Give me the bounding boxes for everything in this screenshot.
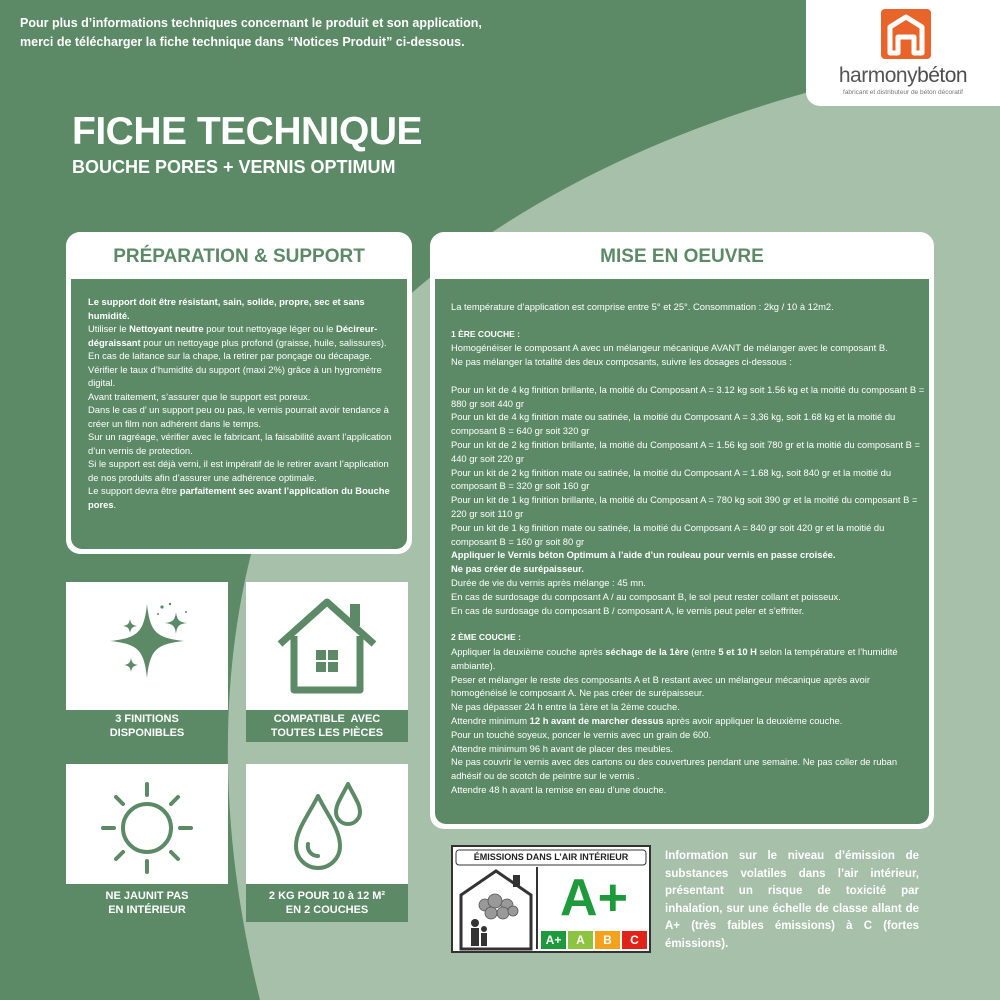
prep-p2-b: Nettoyant neutre (129, 323, 204, 334)
mise-text (451, 300, 927, 797)
preparation-text (88, 295, 393, 511)
coat1-line2: Ne pas mélanger la totalité des deux composants, suivre les dosages ci-dessous : (451, 356, 792, 368)
coat1-line4: En cas de surdosage du composant A / au composant B, le sol peut rester collant et poisseux. (451, 590, 841, 602)
prep-p8 (88, 484, 393, 511)
page-subtitle: BOUCHE PORES + VERNIS OPTIMUM (72, 157, 396, 177)
emission-badge (451, 845, 651, 953)
feature-no-yellowing-label-1: NE JAUNIT PAS (105, 889, 189, 902)
scale-label-b: B (603, 933, 612, 947)
coat2-line1-b: séchage de la 1ère (605, 645, 689, 657)
house-h-logo-icon (881, 9, 931, 59)
coat2-line7: Ne pas couvrir le vernis avec des cartons ou des couvertures pendant une semaine. Ne pas coller de ruban adhésif ou de scotch de peintre sur le vernis . (451, 756, 898, 782)
scale-label-aplus: A+ (545, 933, 562, 947)
coat2-title: 2 ÈME COUCHE : (451, 632, 521, 643)
brand-tagline: fabricant et distributeur de béton décoratif (843, 89, 963, 96)
emission-badge-title: ÉMISSIONS DANS L’AIR INTÉRIEUR (473, 852, 629, 862)
coat2-line6: Attendre minimum 96 h avant de placer des meubles. (451, 742, 673, 754)
prep-p8-b: parfaitement sec avant l’application du Bouche pores (88, 485, 390, 510)
coat2-line8: Attendre 48 h avant la remise en eau d’une douche. (451, 783, 667, 795)
feature-coverage-label-2: EN 2 COUCHES (285, 904, 369, 916)
brand-name (806, 64, 1000, 88)
dosage-4: Pour un kit de 2 kg finition mate ou satinée, la moitié du Composant A = 1.68 kg, soit 840 gr et la moitié du composant B = 320 gr soit 160 gr (451, 466, 892, 492)
coat1-line3: Durée de vie du vernis après mélange : 45 mn. (451, 576, 646, 588)
scale-label-a: A (576, 933, 585, 947)
prep-p8-a: Le support devra être (88, 485, 180, 496)
prep-p2-e: pour un nettoyage plus profond (graisse, huile, salissures). En cas de laitance sur la chape, la retirer par ponçage ou décapage. (88, 336, 387, 361)
intro-line-1: Pour plus d’informations techniques concernant le produit et son application, (20, 16, 482, 30)
intro-text (20, 14, 740, 52)
brand-name-part1: harmony (838, 64, 918, 87)
feature-coverage-label (246, 884, 408, 922)
sparkles-icon (66, 582, 228, 710)
house-icon (246, 582, 408, 710)
scale-label-c: C (630, 933, 639, 947)
coat2-line1-e: selon la température et l’humidité ambiante). (451, 645, 898, 671)
feature-coverage (246, 764, 408, 922)
prep-p8-c: . (113, 498, 117, 510)
prep-p7: Si le support est déjà verni, il est impératif de le retirer avant l’application de nos produits afin d’assurer une adhérence optimale. (88, 458, 389, 483)
prep-p2-a: Utiliser le (88, 323, 130, 334)
prep-p2-d: Décireur-dégraissant (88, 323, 378, 348)
apply-line-2: Ne pas créer de surépaisseur. (451, 563, 584, 575)
page-title: FICHE TECHNIQUE (72, 110, 423, 153)
feature-rooms-label (246, 710, 408, 742)
feature-no-yellowing-label-2: EN INTÉRIEUR (108, 904, 186, 916)
feature-rooms-label-1: COMPATIBLE AVEC (273, 712, 381, 725)
coat2-line1-a: Appliquer la deuxième couche après (451, 645, 606, 657)
feature-coverage-label-1: 2 KG POUR 10 à 12 M² (268, 889, 386, 902)
preparation-title: PRÉPARATION & SUPPORT (113, 246, 365, 267)
coat2-line1-c: (entre (688, 645, 719, 657)
prep-p4: Avant traitement, s’assurer que le support est poreux. (88, 390, 311, 402)
feature-finishes (66, 582, 228, 742)
dosage-5: Pour un kit de 1 kg finition brillante, la moitié du Composant A = 780 kg soit 390 gr et la moitié du composant B = 220 gr soit 110 gr (451, 494, 918, 519)
prep-p2 (88, 322, 393, 363)
brand-logo[interactable] (806, 0, 1000, 106)
dosage-6: Pour un kit de 1 kg finition mate ou satinée, la moitié du Composant A = 840 gr soit 420 gr et la moitié du composant B = 160 gr soit 80 gr (451, 521, 885, 547)
mise-temp: La température d’application est comprise entre 5° et 25°. Consommation : 2kg / 10 à 12m2. (451, 301, 834, 312)
sun-icon (66, 764, 228, 882)
emission-rating: A+ (560, 869, 628, 927)
feature-finishes-label (66, 710, 228, 742)
dosage-2: Pour un kit de 4 kg finition mate ou satinée, la moitié du Composant A = 3,36 kg, soit 1.68 kg et la moitié du composant B = 640 gr soit 320 gr (451, 411, 896, 437)
coat2-line1-d: 5 et 10 H (718, 645, 757, 657)
emission-info-text: Information sur le niveau d’émission de substances volatiles dans l’air intérieur, présentant un risque de toxicité par inhalation, sur une échelle de classe allant de A+ (très faibles émissions) à C (fortes émissions). (665, 850, 919, 950)
feature-rooms-label-2: TOUTES LES PIÈCES (270, 727, 384, 739)
intro-line-2: merci de télécharger la fiche technique dans “Notices Produit” ci-dessous. (20, 35, 465, 49)
coat2-line2: Peser et mélanger le reste des composants A et B restant avec un mélangeur mécanique après avoir homogénéisé le composant A. Ne pas créer de surépaisseur. (451, 673, 870, 699)
coat2-line4-a: Attendre minimum (451, 714, 530, 726)
drops-icon (246, 764, 408, 882)
coat2-line4-c: après avoir appliquer la deuxième couche. (663, 714, 843, 726)
coat2-line4 (451, 714, 927, 728)
feature-finishes-label-2: DISPONIBLES (109, 727, 185, 739)
coat1-line5: En cas de surdosage du composant B / composant A, le vernis peut peler et s’effriter. (451, 604, 805, 616)
feature-finishes-label-1: 3 FINITIONS (115, 712, 179, 725)
coat2-line5: Pour un touché soyeux, poncer le vernis avec un grain de 600. (451, 728, 712, 740)
prep-p6: Sur un ragréage, vérifier avec le fabricant, la faisabilité avant l’application d’un vernis de protection. (88, 431, 392, 456)
dosage-1: Pour un kit de 4 kg finition brillante, la moitié du Composant A = 3.12 kg soit 1.56 kg et la moitié du composant B = 880 gr soit 440 gr (451, 383, 925, 409)
coat2-line1 (451, 645, 927, 673)
coat2-line4-b: 12 h avant de marcher dessus (529, 714, 664, 726)
coat2-line3: Ne pas dépasser 24 h entre la 1ère et la 2ème couche. (451, 701, 680, 713)
apply-line-1: Appliquer le Vernis béton Optimum à l’aide d’un rouleau pour vernis en passe croisée. (451, 549, 836, 561)
brand-name-part2: béton (917, 64, 968, 87)
coat1-title: 1 ÈRE COUCHE : (451, 328, 520, 339)
prep-p1: Le support doit être résistant, sain, solide, propre, sec et sans humidité. (88, 296, 365, 321)
feature-no-yellowing-label (66, 884, 228, 922)
dosage-3: Pour un kit de 2 kg finition brillante, la moitié du Composant A = 1.56 kg soit 780 gr et la moitié du composant B = 440 gr soit 220 gr (451, 438, 921, 464)
mise-title: MISE EN OEUVRE (600, 246, 764, 267)
prep-p3: Vérifier le taux d’humidité du support (maxi 2%) grâce à un hygromètre digital. (88, 363, 382, 388)
prep-p5: Dans le cas d’ un support peu ou pas, le vernis pourrait avoir tendance à créer un film non adhérent dans le temps. (88, 404, 389, 429)
prep-p2-c: pour tout nettoyage léger ou le (203, 323, 337, 334)
feature-no-yellowing (66, 764, 228, 922)
feature-rooms (246, 582, 408, 742)
coat1-line1: Homogénéiser le composant A avec un mélangeur mécanique AVANT de mélanger avec le composant B. (451, 342, 888, 354)
